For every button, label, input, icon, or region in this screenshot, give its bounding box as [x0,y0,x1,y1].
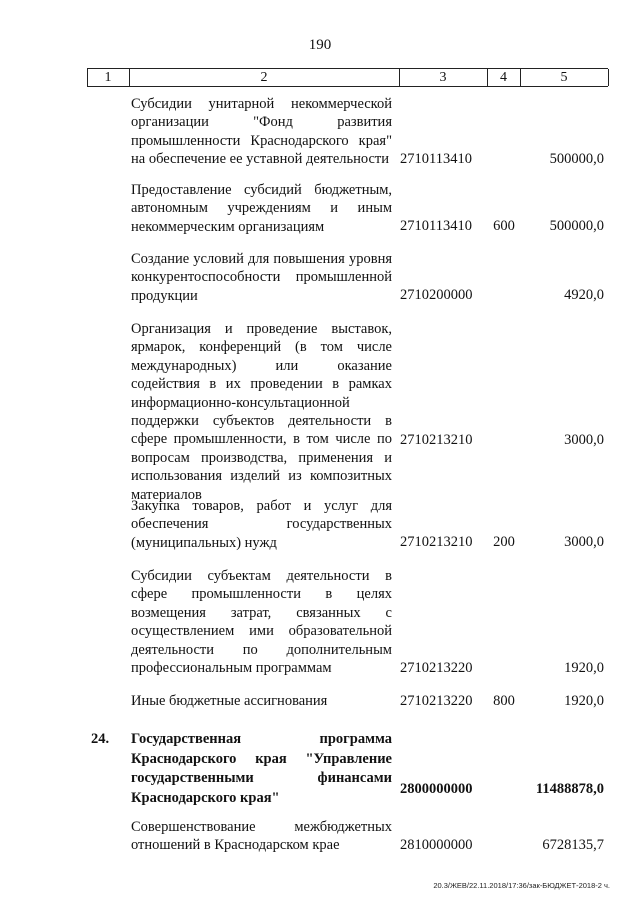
header-col-1: 1 [104,70,112,85]
row-description: Совершенствование межбюджетных отношений в Краснодарском крае [131,819,392,854]
row-type: 200 [493,534,515,550]
row-code: 2710213220 [400,693,473,709]
row-description: Закупка товаров, работ и услуг для обеспечения государственных (муниципальных) нужд [131,498,392,551]
row-amount: 1920,0 [564,660,604,676]
row-amount: 11488878,0 [535,781,604,797]
row-code: 2810000000 [400,837,473,853]
header-col-5: 5 [560,70,568,85]
row-amount: 3000,0 [564,534,604,550]
row-type: 600 [493,218,515,234]
row-amount: 4920,0 [564,287,604,303]
row-code: 2710113410 [400,151,472,167]
row-code: 2710200000 [400,287,473,303]
row-type: 800 [493,693,515,709]
row-code: 2710213210 [400,534,473,550]
header-col-2: 2 [260,70,268,85]
page-number: 190 [308,37,332,53]
row-code: 2710213210 [400,432,473,448]
row-description: Субсидии субъектам деятельности в сфере промышленности в целях возмещения затрат, связанных с осуществлением ими образовательной деятельности по дополнительным профессиональным программам [131,568,392,677]
row-description: Государственная программа Краснодарского края "Управление государственными финансами Краснодарского края" [131,731,392,806]
row-description: Предоставление субсидий бюджетным, автономным учреждениям и иным некоммерческим организациям [131,182,392,235]
row-description: Субсидии унитарной некоммерческой организации "Фонд развития промышленности Краснодарского края" на обеспечение ее уставной деятельности [131,96,392,168]
row-amount: 500000,0 [549,151,604,167]
row-description: Иные бюджетные ассигнования [131,693,328,709]
row-amount: 6728135,7 [542,837,604,853]
row-code: 2710213220 [400,660,473,676]
row-code: 2800000000 [400,781,473,797]
footer-stamp: 20.3/ЖЕВ/22.11.2018/17:36/зак-БЮДЖЕТ-2018-2 ч. [433,881,610,890]
row-description: Создание условий для повышения уровня конкурентоспособности промышленной продукции [131,251,392,304]
header-col-3: 3 [439,70,447,85]
table-header [87,68,608,87]
row-code: 2710113410 [400,218,472,234]
row-amount: 500000,0 [549,218,604,234]
row-description: Организация и проведение выставок, ярмарок, конференций (в том числе международных) или оказание содействия в их проведении в рамках информационно-консультационной поддержки субъектов деятельности в сфере промышленности, в том числе по вопросам производства, применения и использования изделий из композитных материалов [131,321,392,503]
row-amount: 3000,0 [564,432,604,448]
row-amount: 1920,0 [564,693,604,709]
row-number: 24. [91,731,110,747]
header-col-4: 4 [500,70,507,85]
